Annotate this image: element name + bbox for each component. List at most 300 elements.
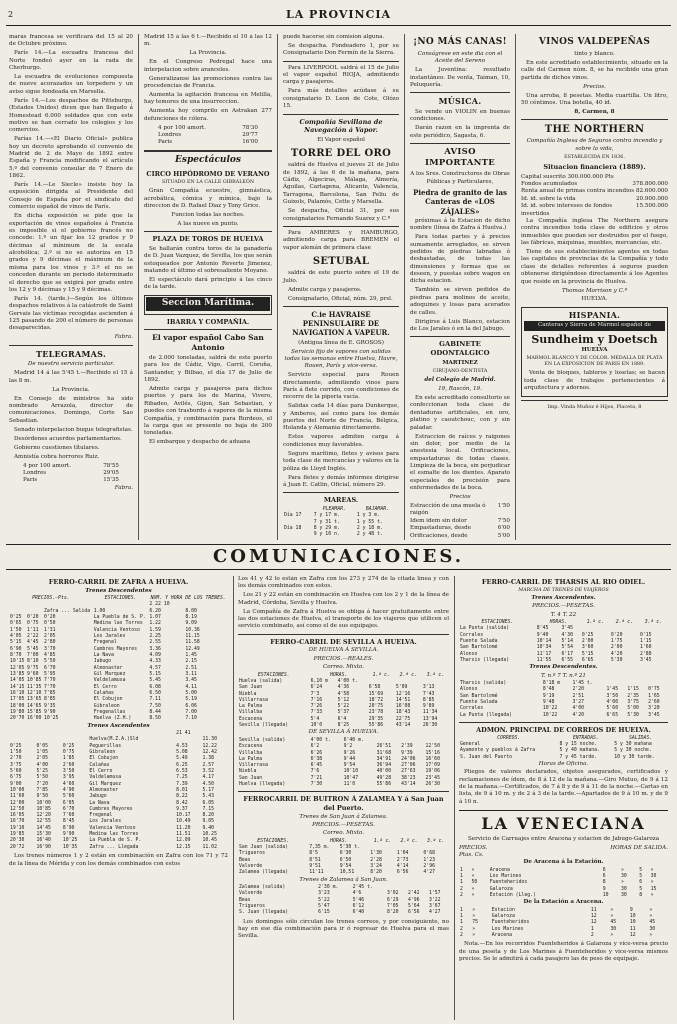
table-cell: 16'90 — [36, 844, 51, 850]
table-cell: 11 — [629, 926, 636, 932]
table-cell: Zalamea (salida) — [239, 885, 286, 891]
table-row — [459, 933, 668, 939]
table-cell: 9'35 — [43, 703, 56, 709]
table-cell: 8 — [602, 880, 606, 886]
table-cell: 10'15 — [10, 659, 25, 665]
table-cell: 5'30 — [610, 658, 623, 663]
timetable-tharsis-descending — [459, 681, 668, 719]
table-cell: 8'90 — [62, 825, 75, 831]
timetable-subheading: T. 4 T. 22 — [550, 611, 577, 618]
table-cell: 0'25 — [10, 743, 22, 749]
table-cell: 5'47 — [318, 904, 330, 910]
table-cell: 6 — [602, 874, 606, 880]
table-cell: 0'20 — [26, 614, 39, 620]
table-cell: 7'60 — [62, 813, 75, 819]
table-cell: El Cobujon — [89, 756, 119, 762]
table-cell: Jabugo — [93, 659, 112, 665]
table-cell: 2'05 — [36, 756, 48, 762]
correos-hours-heading: Horas de Oficina. — [538, 760, 589, 767]
table-cell: 6'65 — [606, 712, 619, 718]
correos-heading: ADMON. PRINCIPAL DE CORREOS DE HUELVA. — [476, 726, 651, 735]
table-cell: 16'10 — [10, 690, 25, 696]
table-cell: 10'47 — [343, 775, 359, 781]
table-cell: 6'56 — [407, 910, 420, 916]
table-cell: » — [610, 914, 614, 920]
timetable-heading: FERROCARRIL DE BUITRON Á ZALAMEA Y á San Juan del Puerto. — [243, 795, 444, 813]
table-cell: 4'00 t. — [310, 737, 331, 743]
shipping-text: Se despacha. Fondeadero 1, por su Consignatario Don Fermín de la Sierra. — [283, 42, 399, 57]
table-cell: Huelva (salida) — [239, 678, 283, 684]
table-cell: 3'75 — [10, 762, 22, 768]
table-cell: » — [650, 867, 654, 873]
table-cell: Villarrasa — [239, 763, 268, 769]
table-cell: 0'20 — [610, 632, 623, 638]
printer-imprint: Imp. Vinda Muñoz é Hijos, Placeta, 8 — [547, 404, 642, 411]
timetable-subheading: DE SEVILLA Á HUELVA. — [308, 729, 379, 736]
table-cell: 10'85 — [36, 806, 51, 812]
table-cell: Calañas — [93, 690, 114, 696]
column-rule — [233, 576, 234, 1020]
table-row — [459, 713, 668, 719]
table-cell: 8'10 — [26, 659, 39, 665]
table-cell: » — [649, 933, 653, 939]
table-cell: 1 — [460, 920, 463, 926]
table-cell: 5'54 — [561, 645, 574, 651]
gabinete-title: CIRUJANO-DENTISTA — [432, 369, 488, 375]
table-cell: Corrales — [460, 706, 484, 712]
table-cell: 22'75 — [395, 716, 411, 722]
table-cell: El Cerro — [93, 684, 117, 690]
table-cell: 9'90 — [62, 832, 75, 838]
table-cell: 11'11 — [309, 870, 324, 876]
table-cell: 8'25 — [337, 723, 350, 729]
table-cell: 3'60 — [581, 645, 594, 651]
table-cell: 5'95 — [43, 671, 56, 677]
table-cell: » — [610, 933, 614, 939]
table-cell: 7.25 — [176, 775, 188, 781]
table-cell: 4'30 — [561, 632, 574, 638]
table-cell: 9.37 — [176, 806, 188, 812]
table-cell: 30 — [610, 926, 617, 932]
havraise-heading: C.ie HAVRAISE PENINSULAIRE DE NAVIGATION A VAPEUR. — [292, 309, 390, 338]
notice-text: Darán razon en la imprenta de este periódico, Sagasta, 6. — [410, 125, 510, 139]
table-cell: 9'54 — [343, 763, 356, 769]
table-cell: 55'86 — [376, 782, 392, 788]
table-cell: 8'48 — [542, 687, 555, 693]
table-cell: 12'00 — [10, 800, 25, 806]
news-paragraph: maras francesa se verificará del 15 al 20 de Octubre próximo. — [9, 34, 133, 48]
table-cell: 19'10 — [10, 825, 25, 831]
gabinete-colegio: del Colegio de Madrid. — [424, 377, 496, 384]
table-cell: 8.19 — [185, 614, 197, 620]
divider — [283, 226, 399, 227]
table-cell: 5'50 — [43, 659, 56, 665]
table-cell: La Palma — [239, 756, 263, 762]
table-cell: 17'09 — [425, 763, 440, 769]
table-cell: 5'45 — [26, 646, 39, 652]
table-cell: Valverde — [239, 891, 263, 897]
table-cell: 4'20 — [610, 651, 623, 657]
table-cell: 14'15 — [10, 684, 25, 690]
price-row: Empastaduras, desde 6'00 — [410, 525, 510, 532]
table-cell: 11.30 — [202, 737, 217, 743]
table-cell: 8.44 — [149, 709, 161, 715]
finance-row: Id. id. sobre intereses de fondos invertidos 15.500.000 — [521, 203, 668, 217]
table-cell: 3'70 — [43, 646, 56, 652]
table-cell: 5'46 — [352, 897, 365, 903]
table-cell: Fuente Salada — [460, 639, 498, 645]
table-cell: Cumbres Mayores — [89, 806, 133, 812]
table-cell: Corrales — [460, 632, 484, 638]
table-cell: 16'40 — [36, 838, 51, 844]
shipping-text: El Vapor español — [317, 136, 365, 143]
table-cell: Calañas — [89, 762, 110, 768]
table-cell: Huelva(M.Z.A.)Sld — [89, 737, 139, 743]
table-cell: 9'89 — [422, 704, 435, 710]
table-cell: 7.39 — [176, 781, 188, 787]
table-cell: 7'16 — [310, 697, 323, 703]
telegram-paragraph: Amnistía cobra horrores Ruiz. — [14, 453, 100, 460]
timetable-subheading: PRECIOS.—PESETAS. — [532, 603, 595, 610]
table-cell: 12'50 — [425, 744, 440, 750]
table-cell: 9'75 — [26, 665, 39, 671]
table-cell: 3'20 — [648, 706, 660, 712]
table-cell: 30 — [620, 874, 627, 880]
table-cell: 5'30 — [627, 712, 639, 718]
table-cell: 4'14 — [396, 864, 409, 870]
plaza-text: El espectáculo dará principio á las cinco de la tarde. — [144, 276, 272, 291]
telegram-paragraph: La Provincia. — [52, 386, 90, 393]
price-row: Idem idem sin dolor 7'50 — [410, 517, 510, 524]
table-cell: 5'00 — [627, 706, 639, 712]
timetable-subheading: Trenes Ascendentes — [87, 722, 150, 729]
plaza-heading: PLAZA DE TOROS DE HUELVA — [152, 235, 264, 244]
table-row — [238, 782, 449, 788]
table-cell: 30 — [620, 893, 627, 899]
table-cell: 5'15 — [581, 651, 594, 657]
table-cell: 10,51 — [339, 870, 355, 876]
table-cell: 8'70 — [10, 652, 22, 658]
table-cell: 10 — [629, 920, 636, 926]
table-cell: 2'80 — [639, 651, 652, 657]
veneciana-header-row: PRECIOS. HORAS DE SALIDA. — [459, 844, 668, 851]
table-cell: 11.02 — [202, 844, 217, 850]
vapor-text: de 2.000 toneladas, saldrá de este puerto para los de Cádiz, Vigo, Carril, Coruña, Santander, y Bilbao, el día 17 de Julio de 1892. — [144, 354, 272, 384]
table-cell: 5.00 — [185, 690, 197, 696]
divider — [144, 329, 272, 330]
table-cell: 1'15 — [639, 639, 652, 645]
torre-del-oro-heading: TORRE DEL ORO — [290, 148, 392, 160]
table-cell: 4'60 — [62, 781, 75, 787]
timetable-note: Los 21 y 22 están en combinación en Huelva con los 2 y 1 de la línea de Madrid, Córdoba, Sevilla y Huelva. — [238, 592, 449, 606]
correos-text: Pliegos de valores declarados, objetos asegurados, certificados y reclamaciones de ídem, de 8 á 12 de la mañana.—Giro Mutuo, de 9 á 12 de la mañana.—Certificados, de 7 á 8 y de 9 á 11 de la noche.—Cartas en lista, de 9 á 10 m. y de 2 á 3 de la tarde.—Apartados de 9 á 10 m. y de 9 á 10 n. — [459, 769, 668, 805]
timetable-ascending — [9, 731, 228, 851]
table-cell: 1.00 — [93, 608, 106, 614]
table-cell: Escacena — [239, 716, 263, 722]
table-cell: 8.42 — [176, 800, 188, 806]
havraise-text: Estos vapores admiten carga á condiciones muy favorables. — [283, 434, 399, 448]
rate-row: Londres 29'05 — [23, 469, 119, 476]
table-cell: 12'05 — [10, 665, 25, 671]
table-cell: 3.45 — [185, 678, 197, 684]
table-row: ESTACIONES. HORAS. 1.ª c. 2.ª c. 3.ª c. — [481, 620, 663, 626]
table-cell: 2'45 t. — [352, 885, 373, 891]
table-cell: 5'22 — [337, 704, 350, 710]
table-cell: 12'55 — [36, 819, 51, 825]
table-cell: 6'70 — [62, 806, 75, 812]
timetable-descending — [9, 596, 228, 723]
table-cell: 45 — [610, 920, 617, 926]
timetable-heading: FERRO-CARRIL DE THARSIS AL RIO ODIEL. — [481, 578, 646, 586]
divider — [283, 61, 399, 62]
table-cell: 3'24 — [370, 864, 382, 870]
table-cell: Aracena — [491, 933, 512, 939]
table-cell: 2 — [590, 933, 594, 939]
column-notices — [407, 34, 513, 540]
table-cell: 10.17 — [176, 813, 191, 819]
table-cell: 3'45 — [639, 658, 652, 663]
table-cell: 11 — [590, 907, 597, 913]
table-cell: 4.11 — [185, 684, 197, 690]
news-paragraph: Parías 14.—«El Diario Oficial» publica hoy un decreto aprobando el convenio de Madrid de 2 de Mayo de 1892 entre España y Francia modificando el artículo 5.º del convenio consular de 7 Enero de 1862. — [9, 136, 133, 180]
rate-row: Paris 16'00 — [158, 139, 258, 146]
table-cell: 4'05 — [10, 633, 22, 639]
setubal-heading: SETUBAL — [312, 256, 370, 267]
divider — [410, 336, 510, 337]
table-cell: Beas — [239, 857, 251, 863]
table-cell: 11'34 — [422, 710, 438, 716]
table-cell: 11.20 — [176, 825, 191, 831]
table-cell: 7'70 — [43, 684, 56, 690]
finance-row: Fondos acumulados 378.800.000 — [521, 181, 668, 188]
table-cell: 6.05 — [202, 800, 215, 806]
table-cell: 5 — [639, 874, 643, 880]
finance-row: Capital suscrito 300.000.000 Pts — [521, 173, 614, 180]
table-cell: 19'06 — [425, 769, 440, 775]
table-cell: 5'22 — [318, 897, 330, 903]
table-cell: 29'35 — [368, 716, 384, 722]
table-cell: La Puebla de S. P. — [93, 614, 146, 620]
northern-subheading: ESTABLECIDA EN 1836. — [564, 154, 625, 160]
table-cell: 9'39 — [401, 750, 413, 756]
column-news — [6, 34, 136, 540]
table-cell: 8'20 — [370, 870, 382, 876]
table-cell: Fregenal — [93, 640, 117, 646]
table-cell: 9'40 — [536, 632, 549, 638]
table-cell: 7'30 — [310, 782, 323, 788]
table-cell: 6'4 — [337, 716, 347, 722]
havraise-subheading: (Antigua línea de E. GROSOS) — [298, 339, 384, 346]
table-cell: 4'00 — [606, 700, 619, 706]
table-cell: Galaroza — [491, 914, 515, 920]
table-cell: 2'80 — [43, 640, 56, 646]
column-rule — [404, 34, 405, 540]
table-cell: 2'28 — [370, 857, 382, 863]
table-cell: 5'4 — [310, 716, 320, 722]
veneciana-table-return — [459, 908, 668, 940]
table-cell: Tharsis (salida) — [460, 681, 507, 687]
exchange-rates — [144, 125, 272, 147]
table-cell: 1.38 — [202, 756, 215, 762]
telegram-paragraph: En el Congreso Pedregal hace una interpelacion sobre aranceles. — [144, 59, 272, 73]
table-cell: 5 — [639, 867, 643, 873]
table-cell: 3'22 — [428, 897, 441, 903]
telegram-paragraph: La Provincia. — [189, 50, 227, 57]
table-cell: 4'96 — [407, 897, 420, 903]
table-cell: 5.49 — [176, 756, 188, 762]
table-cell: 12'20 — [36, 813, 51, 819]
vinos-subheading: tinto y blanco. — [574, 50, 615, 57]
table-cell: 11.15 — [185, 633, 200, 639]
timetable-tharsis — [456, 576, 671, 1020]
table-cell: 50 — [471, 880, 478, 886]
table-cell: San Juan — [239, 775, 263, 781]
table-cell: 1.45 — [185, 652, 197, 658]
table-cell: 9.05 — [202, 819, 215, 825]
table-cell: 6.53 — [176, 768, 188, 774]
news-paragraph: París 14.—Los despachos de Pittsburgo, (Estados Unidos) dicen que han llegado á Homestead 6.000 soldados que con este motivo se han cerrado los colegios y los comercios. — [9, 97, 133, 134]
table-cell: 55'86 — [368, 723, 384, 729]
notice-text: También se sirven pedidos de piedras para molinos de aceite, adoquines y losas para acerados de calles. — [410, 287, 510, 316]
table-cell: 30 — [649, 926, 656, 932]
section-heading-telegramas: TELEGRAMAS. — [35, 348, 107, 359]
table-cell: 1'30 — [370, 851, 382, 857]
table-cell: 6 — [602, 867, 606, 873]
table-cell: Medina las Torres — [93, 621, 143, 627]
table-cell: 1'50 — [10, 749, 22, 755]
table-cell: Escacena — [239, 744, 263, 750]
table-cell: 7.50 — [149, 703, 161, 709]
table-cell: 2'05 — [43, 633, 56, 639]
table-cell: 8'45 — [62, 819, 75, 825]
veneciana-heading: LA VENECIANA — [459, 810, 668, 834]
table-cell: 0'65 — [10, 621, 22, 627]
table-cell: 9'44 — [343, 756, 356, 762]
table-cell: 24'06 — [401, 756, 416, 762]
table-cell: 23'78 — [368, 710, 384, 716]
timetable-zafra-huelva — [6, 576, 231, 1020]
table-cell: 9'2 — [343, 744, 353, 750]
vapor-heading: El vapor español Cabo San Antonio — [152, 333, 264, 353]
table-cell: 18'43 — [395, 710, 411, 716]
table-cell: 3'13 — [422, 685, 435, 691]
table-cell: 7 y 45 tarde. — [559, 754, 598, 760]
table-cell: 8 y 15 noche. — [559, 741, 598, 747]
table-cell: Almonaster — [93, 665, 123, 671]
table-cell: S. Juan (llegada) — [239, 910, 289, 916]
telegram-paragraph: Desórdenes acuerdos parlamentarios. — [14, 435, 122, 442]
table-cell: » — [471, 893, 475, 899]
table-cell: 2'60 — [62, 762, 75, 768]
table-cell: General — [460, 741, 481, 747]
column-telegrams-shows — [141, 34, 275, 540]
shipping-text: Admite carga y pasajeros. — [288, 286, 362, 293]
table-cell: 12.49 — [185, 646, 200, 652]
table-cell: 9.09 — [185, 621, 197, 627]
table-cell: 5 y 30 noche. — [614, 748, 652, 754]
musica-heading: MÚSICA. — [438, 96, 482, 107]
table-cell: Zafra ... Salida — [43, 608, 91, 614]
timetable-note: La Compañía de Zafra á Huelva se obliga á hacer gratuitamente entre las dos estaciones de Huelva, el transporte de los viajeros que utilicen el servicio combinado, así como el de sus equipajes. — [238, 608, 449, 630]
table-cell: 0'68 — [423, 851, 435, 857]
table-cell: 6'70 — [43, 665, 56, 671]
table-cell: 5'60 — [10, 768, 22, 774]
notice-text: próximas á la Estacion de dicho nombre (línea de Zafra á Huelva.) — [410, 217, 510, 232]
table-cell: 6'24 — [310, 685, 323, 691]
table-row: 21 41 — [176, 730, 191, 736]
table-cell: 11.51 — [176, 832, 191, 838]
table-cell: Valdelamusa — [93, 678, 126, 684]
sundheim-text: MARMOL BLANCO Y DE COLOR. MEDALLA DE PLATA EN LA EXPOSICION DE PARIS EN 1889. — [526, 356, 663, 368]
table-cell: 19'85 — [10, 832, 25, 838]
table-cell: 9'50 — [36, 794, 48, 800]
table-cell: 1'15 — [627, 687, 639, 693]
vinos-heading: VINOS VALDEPEÑAS — [538, 37, 651, 47]
table-cell: 9'00 — [10, 781, 22, 787]
correos-table — [459, 736, 668, 761]
table-cell: 7'85 — [43, 690, 56, 696]
timetable-tharsis-ascending — [459, 620, 668, 664]
table-cell: San Juan — [239, 685, 263, 691]
table-cell: 4.17 — [202, 775, 215, 781]
sundheim-city: HUELVA — [581, 347, 608, 354]
table-cell: 9 — [629, 907, 633, 913]
table-cell: 1'65 — [648, 693, 660, 699]
table-cell: 12'50 — [10, 806, 25, 812]
circo-text: Funcion todas las noches. — [171, 211, 245, 218]
table-cell: 9.40 — [202, 825, 215, 831]
table-cell: 10.45 — [202, 838, 217, 844]
maritime-section-box — [144, 295, 272, 315]
table-cell: Trigueros — [239, 904, 265, 910]
table-cell: 4.57 — [149, 665, 161, 671]
table-row: PRECIOS.—Pts. ESTACIONES. NUM. Y HORA DE LOS TRENES. — [32, 595, 226, 601]
table-cell: 1'75 — [610, 639, 623, 645]
table-cell: 10'35 — [62, 844, 78, 850]
shipping-text: Se despacha, Oficial 31, por sus consignatarios Fernando Suarez y C.ª — [283, 208, 399, 222]
table-cell: 18'00 — [10, 703, 25, 709]
table-cell: 16'08 — [395, 704, 411, 710]
table-row: Día 17 7 y 17 m. 1 y 3 m. — [284, 513, 380, 519]
table-cell: San Bartolomé — [460, 693, 498, 699]
table-cell: San Bartolomé — [460, 645, 498, 651]
table-cell: 7.15 — [202, 806, 215, 812]
table-cell: 1 — [460, 907, 463, 913]
table-cell: 3.11 — [185, 671, 197, 677]
table-cell: 1'04 — [396, 851, 409, 857]
table-cell: » — [610, 907, 614, 913]
mareas-heading: MAREAS. — [323, 496, 359, 505]
table-cell: 5'12 — [337, 697, 350, 703]
timetable-huelva-sevilla — [238, 673, 449, 730]
table-cell: Tharsis (llegada) — [460, 658, 510, 663]
table-cell: 4.53 — [176, 743, 188, 749]
veneciana-route-heading: De Aracena á la Estación. — [523, 859, 604, 866]
table-cell: 12.42 — [202, 749, 217, 755]
table-cell: 16'60 — [425, 756, 440, 762]
table-cell: 16'70 — [10, 819, 25, 825]
telegram-paragraph: Senado interpelacion buque telegrafistas. — [14, 426, 133, 433]
table-cell: Cumbres Mayores — [93, 646, 138, 652]
table-cell: 49'28 — [376, 775, 392, 781]
table-cell: Fregenallas — [93, 709, 126, 715]
table-cell: 4.50 — [202, 781, 215, 787]
hispania-ad-box — [521, 307, 668, 397]
circo-text: Gran Compañía ecuestre, gimnástica, acrobática, cómica y mímica, bajo la direccion de D. Rafael Diaz y Tony Grice. — [144, 188, 272, 209]
table-cell: 6.06 — [185, 703, 197, 709]
table-cell: 4'36 — [337, 685, 350, 691]
table-cell: 5'60 — [62, 794, 75, 800]
